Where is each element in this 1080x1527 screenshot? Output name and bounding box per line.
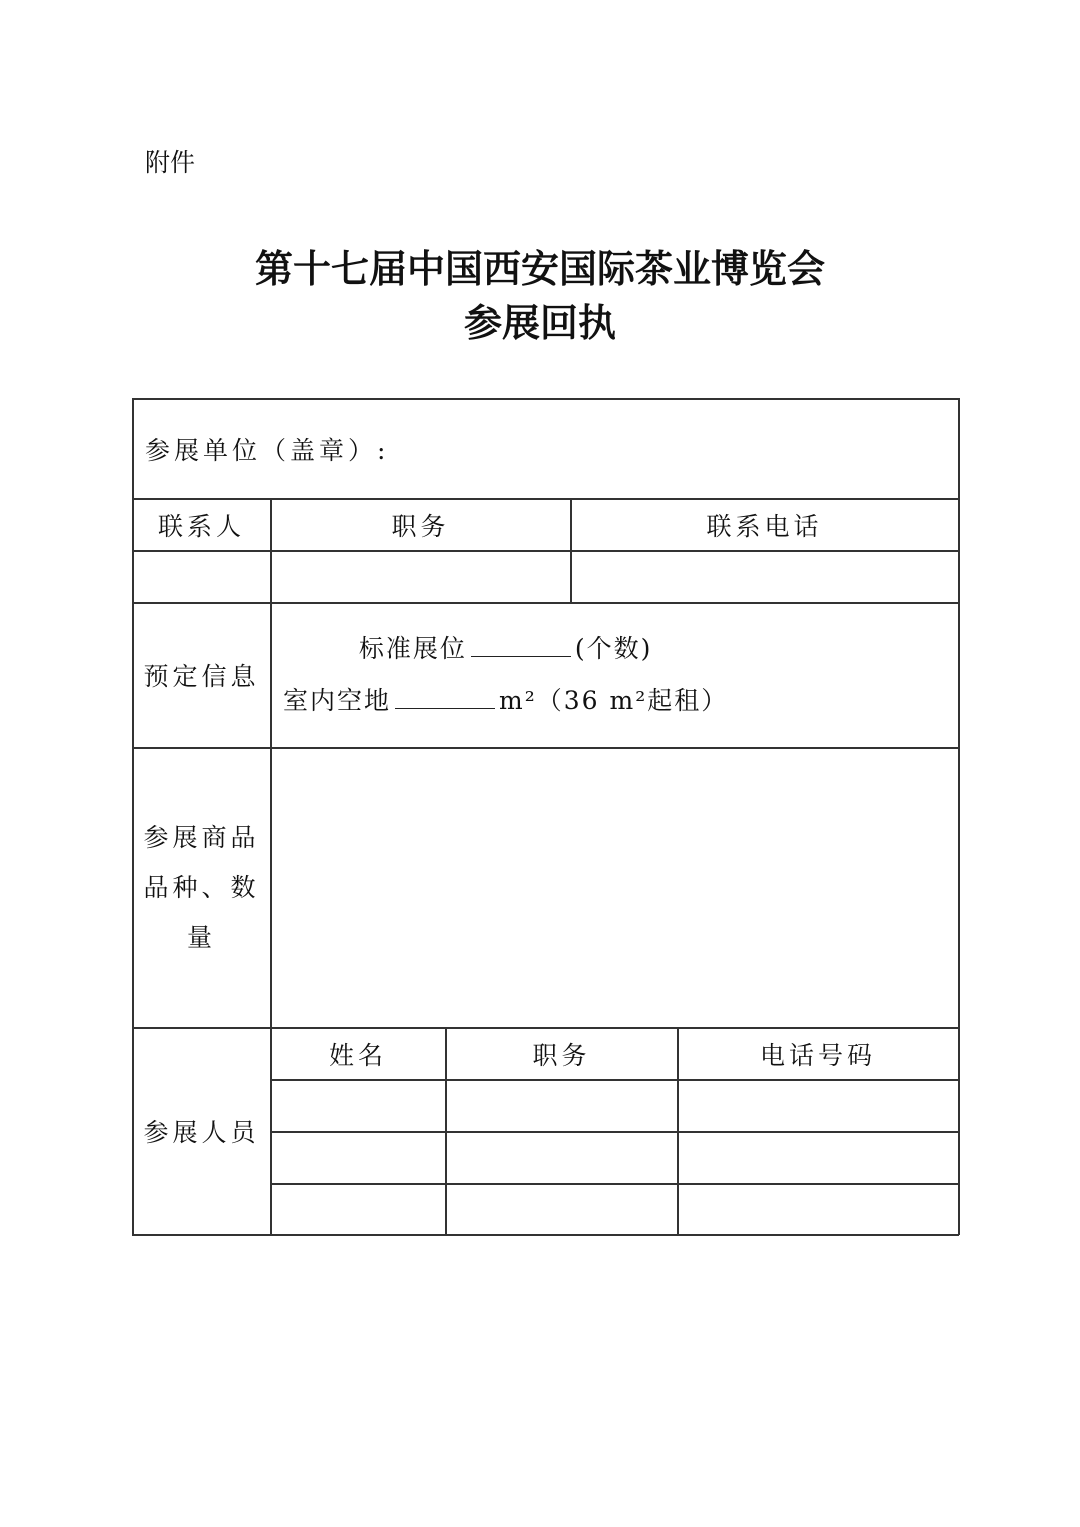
page-subtitle: 参展回执: [463, 300, 616, 345]
staff-name-cell[interactable]: [271, 1184, 445, 1234]
position-header-text: 职务: [391, 511, 450, 541]
staff-phone-cell[interactable]: [678, 1184, 958, 1234]
products-label-line2: 品种、数: [143, 872, 260, 902]
grid-line: [132, 1234, 959, 1236]
indoor-space-line: [283, 675, 728, 727]
phone-input-cell[interactable]: [571, 551, 958, 602]
staff-position-header-text: 职务: [532, 1040, 591, 1070]
contact-header-text: 联系人: [157, 511, 245, 541]
staff-name-header: [271, 1028, 445, 1079]
staff-phone-cell[interactable]: [678, 1132, 958, 1183]
products-input-cell[interactable]: [271, 748, 958, 1027]
staff-label-text: 参展人员: [143, 1118, 260, 1147]
products-label: [133, 748, 270, 1027]
booking-label: [133, 603, 270, 747]
indoor-space-label: 室内空地: [283, 686, 392, 715]
indoor-space-blank[interactable]: [395, 682, 495, 709]
position-input-cell[interactable]: [271, 551, 570, 602]
position-header: [271, 499, 570, 550]
attachment-label: 附件: [145, 148, 196, 177]
booking-label-text: 预定信息: [143, 662, 260, 691]
standard-booth-blank[interactable]: [471, 630, 571, 657]
indoor-space-unit: m²（36 m²起租）: [499, 686, 729, 715]
page-title: 第十七届中国西安国际茶业博览会: [254, 246, 825, 291]
staff-position-cell[interactable]: [446, 1184, 677, 1234]
phone-header: [571, 499, 958, 550]
contact-input-cell[interactable]: [133, 551, 270, 602]
contact-header: [133, 499, 270, 550]
booking-fields: [283, 603, 953, 747]
unit-label-text: 参展单位（盖章）:: [145, 435, 390, 465]
staff-phone-header: [678, 1028, 958, 1079]
staff-position-header: [446, 1028, 677, 1079]
staff-name-cell[interactable]: [271, 1080, 445, 1131]
staff-position-cell[interactable]: [446, 1132, 677, 1183]
standard-booth-label: 标准展位: [358, 634, 467, 663]
staff-name-header-text: 姓名: [328, 1040, 387, 1070]
staff-position-cell[interactable]: [446, 1080, 677, 1131]
staff-phone-header-text: 电话号码: [759, 1040, 876, 1070]
unit-label: [145, 399, 945, 498]
staff-label: [133, 1028, 270, 1234]
standard-booth-unit: (个数): [574, 634, 653, 663]
standard-booth-line: [283, 623, 728, 675]
products-label-line1: 参展商品: [143, 822, 260, 852]
staff-name-cell[interactable]: [271, 1132, 445, 1183]
staff-phone-cell[interactable]: [678, 1080, 958, 1131]
phone-header-text: 联系电话: [706, 511, 823, 541]
products-label-line3: 量: [186, 922, 216, 952]
grid-line: [958, 398, 960, 1235]
